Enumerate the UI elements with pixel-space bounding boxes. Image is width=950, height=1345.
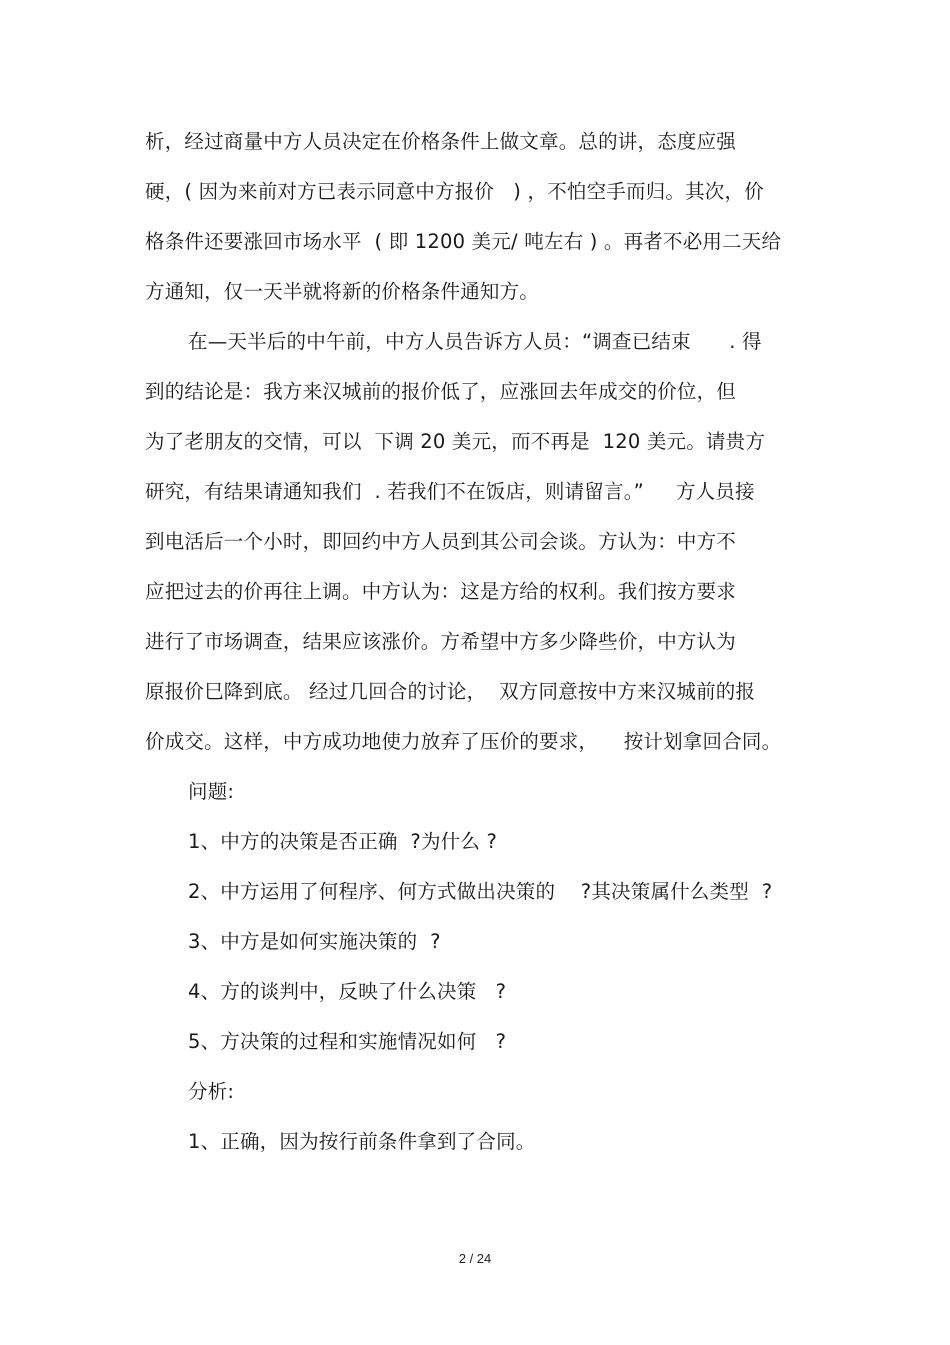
- paragraph-line: 为了老朋友的交情，可以 下调 20 美元，而不再是 120 美元。请贵方: [145, 430, 766, 453]
- question-item: 4、方的谈判中，反映了什么决策 ?: [188, 980, 507, 1003]
- questions-heading: 问题:: [188, 780, 235, 803]
- paragraph-line: 方通知，仅一天半就将新的价格条件通知方。: [145, 280, 540, 303]
- analysis-heading: 分析:: [188, 1080, 235, 1103]
- paragraph-line: 应把过去的价再往上调。中方认为：这是方给的权利。我们按方要求: [145, 580, 737, 603]
- analysis-item: 1、正确，因为按行前条件拿到了合同。: [188, 1130, 536, 1153]
- paragraph-line: 价成交。这样，中方成功地使力放弃了压价的要求， 按计划拿回合同。: [145, 730, 782, 753]
- page-number: 2 / 24: [458, 1251, 492, 1266]
- paragraph-line: 到的结论是：我方来汉城前的报价低了，应涨回去年成交的价位，但: [145, 380, 737, 403]
- paragraph-line: 硬，( 因为来前对方已表示同意中方报价 ) ，不怕空手而归。其次，价: [145, 180, 764, 203]
- paragraph-line: 到电活后一个小时，即回约中方人员到其公司会谈。方认为：中方不: [145, 530, 737, 553]
- paragraph-line: 格条件还要涨回市场水平 ( 即 1200 美元/ 吨左右 ) 。再者不必用二天给: [145, 230, 782, 253]
- question-item: 2、中方运用了何程序、何方式做出决策的 ?其决策属什么类型 ?: [188, 880, 773, 903]
- paragraph-line: 原报价巳降到底。 经过几回合的讨论， 双方同意按中方来汉城前的报: [145, 680, 756, 703]
- paragraph-line: 研究，有结果请通知我们 . 若我们不在饭店，则请留言。” 方人员接: [145, 480, 755, 503]
- paragraph-line: 进行了市场调查，结果应该涨价。方希望中方多少降些价，中方认为: [145, 630, 737, 653]
- question-item: 3、中方是如何实施决策的 ?: [188, 930, 441, 953]
- question-item: 1、中方的决策是否正确 ?为什么 ?: [188, 830, 498, 853]
- question-item: 5、方决策的过程和实施情况如何 ?: [188, 1030, 507, 1053]
- paragraph-line: 在—天半后的中午前，中方人员告诉方人员：“调查已结束 . 得: [188, 330, 762, 353]
- paragraph-line: 析，经过商量中方人员决定在价格条件上做文章。总的讲，态度应强: [145, 130, 737, 153]
